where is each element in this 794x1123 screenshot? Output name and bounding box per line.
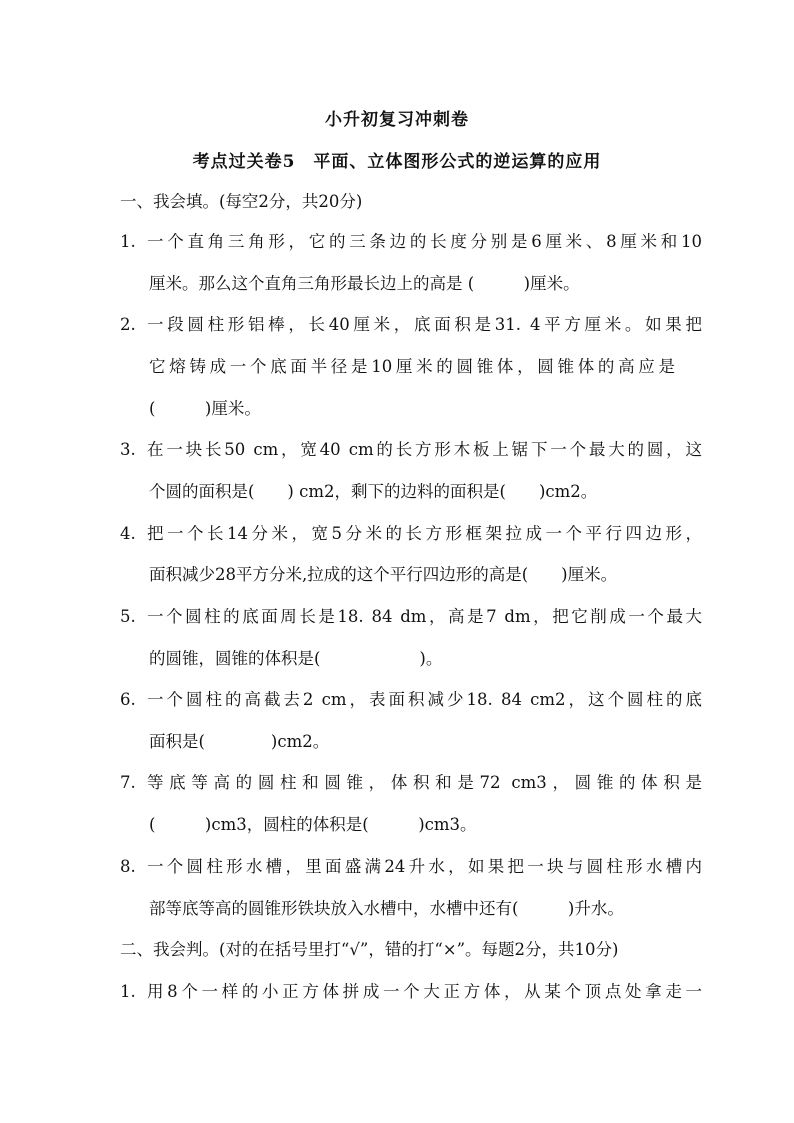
question-text: 在一块长50 cm，宽40 cm的长方形木板上锯下一个最大的圆，这 (147, 440, 702, 459)
question-text: 它熔铸成一个底面半径是10厘米的圆锥体，圆锥体的高应是 (149, 357, 675, 376)
section-heading-judge: 二、我会判。(对的在括号里打“√”，错的打“×”。每题2分，共10分) (120, 940, 619, 959)
question-number: 1. (120, 232, 136, 251)
question-text: 一段圆柱形铝棒，长40厘米，底面积是31. 4平方厘米。如果把 (147, 315, 702, 334)
exam-title: 小升初复习冲刺卷 (325, 110, 469, 130)
question-5-line-1 (120, 605, 702, 629)
question-number: 6. (120, 690, 136, 709)
question-8-line-2: 部等底等高的圆锥形铁块放入水槽中，水槽中还有( )升水。 (149, 899, 624, 918)
section-heading-fill: 一、我会填。(每空2分，共20分) (120, 192, 363, 211)
question-text: 一个圆柱的底面周长是18. 84 dm，高是7 dm，把它削成一个最大 (147, 607, 702, 626)
question-number: 4. (120, 524, 136, 543)
question-5-line-2: 的圆锥，圆锥的体积是( )。 (149, 649, 443, 668)
question-number: 5. (120, 607, 136, 626)
question-6-line-2: 面积是( )cm2。 (149, 732, 330, 751)
question-3-line-2: 个圆的面积是( ) cm2，剩下的边料的面积是( )cm2。 (149, 482, 598, 501)
question-2-line-1 (120, 313, 702, 337)
question-1-line-2: 厘米。那么这个直角三角形最长边上的高是 ( )厘米。 (149, 274, 580, 293)
question-1-line-1 (120, 230, 702, 254)
question-2-line-3: ( )厘米。 (149, 399, 261, 418)
question-number: 1. (120, 982, 136, 1001)
question-number: 3. (120, 440, 136, 459)
question-number: 7. (120, 773, 136, 792)
question-4-line-1 (120, 522, 702, 546)
exam-subtitle: 考点过关卷5 平面、立体图形公式的逆运算的应用 (192, 152, 602, 172)
question-text: 等底等高的圆柱和圆锥，体积和是72 cm3，圆锥的体积是 (147, 773, 702, 792)
question-7-line-1 (120, 771, 702, 795)
question-7-line-2: ( )cm3，圆柱的体积是( )cm3。 (149, 815, 477, 834)
question-text: 一个直角三角形，它的三条边的长度分别是6厘米、8厘米和10 (147, 232, 702, 251)
question-6-line-1 (120, 688, 702, 712)
question-text: 一个圆柱形水槽，里面盛满24升水，如果把一块与圆柱形水槽内 (147, 857, 702, 876)
question-text: 用8个一样的小正方体拼成一个大正方体，从某个顶点处拿走一 (147, 982, 702, 1001)
question-4-line-2: 面积减少28平方分米,拉成的这个平行四边形的高是( )厘米。 (149, 565, 618, 584)
judge-question-1-line-1 (120, 980, 702, 1004)
question-text: 一个圆柱的高截去2 cm，表面积减少18. 84 cm2，这个圆柱的底 (147, 690, 702, 709)
question-8-line-1 (120, 855, 702, 879)
question-number: 2. (120, 315, 136, 334)
question-2-line-2 (149, 355, 675, 379)
question-number: 8. (120, 857, 136, 876)
question-text: 把一个长14分米，宽5分米的长方形框架拉成一个平行四边形， (147, 524, 702, 543)
question-3-line-1 (120, 438, 702, 462)
